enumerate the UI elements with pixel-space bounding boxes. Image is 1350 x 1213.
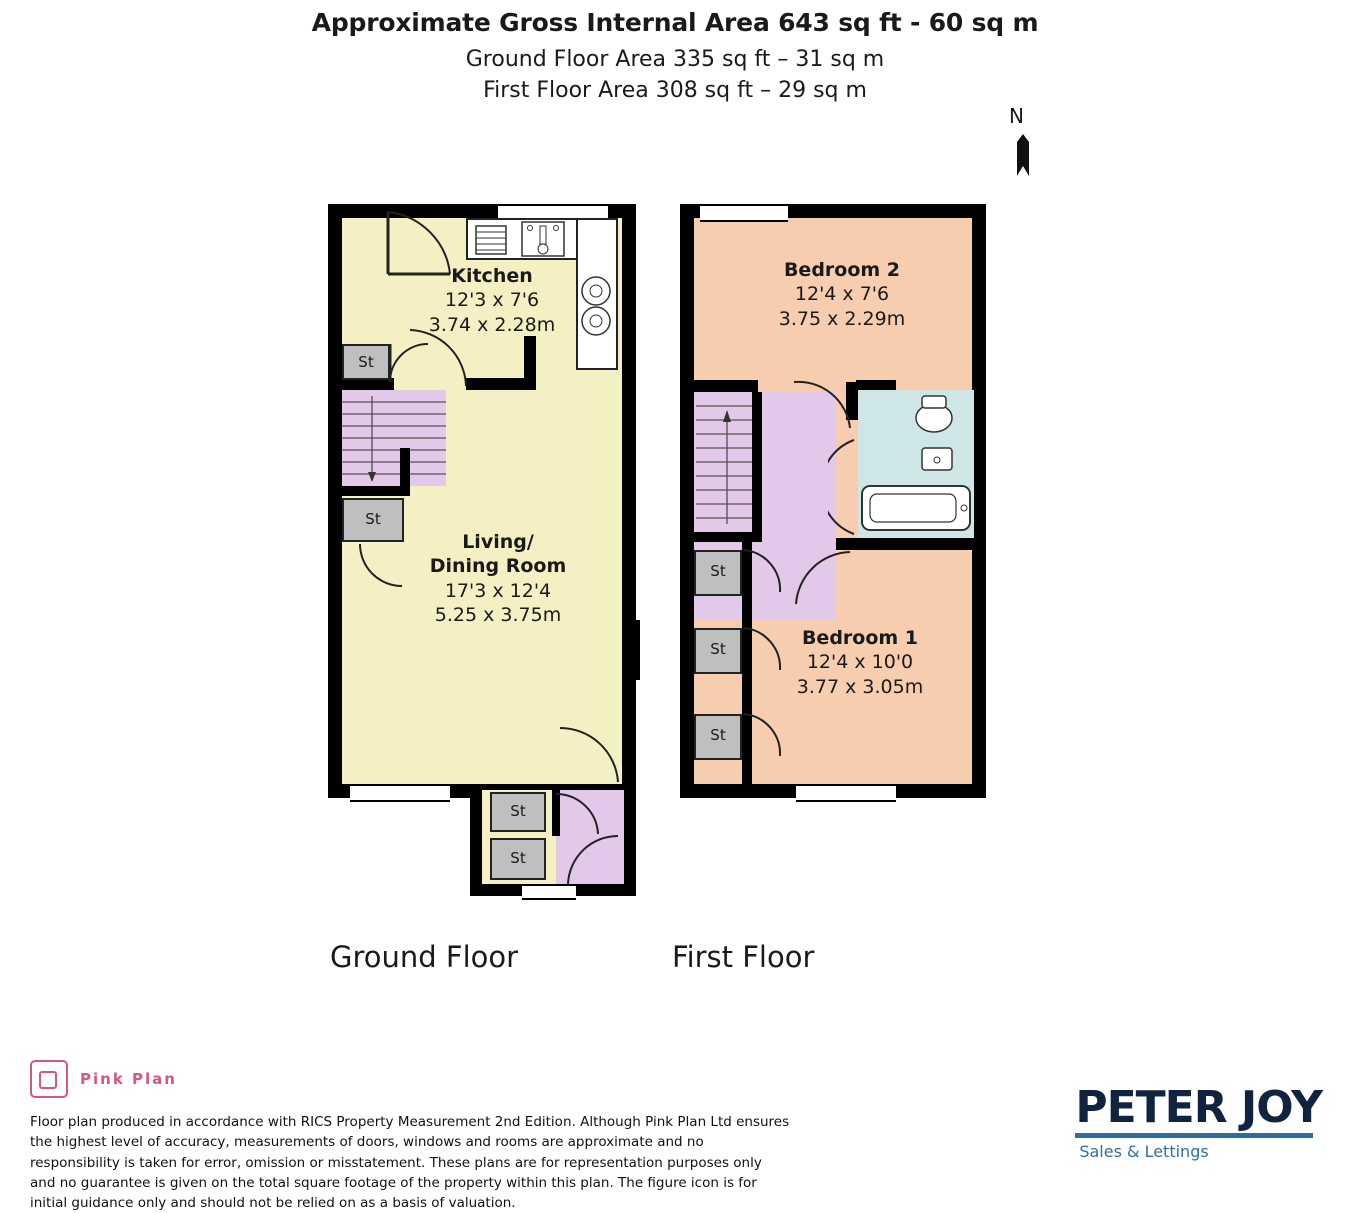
bedroom1-imperial: 12'4 x 10'0	[806, 651, 914, 674]
storage-first-3-label: St	[710, 726, 726, 744]
storage-ground-3-label: St	[510, 802, 526, 820]
first-floor-area: First Floor Area 308 sq ft – 29 sq m	[483, 78, 867, 103]
window-ground-right	[622, 620, 640, 680]
kitchen-name: Kitchen	[451, 265, 533, 287]
wall-first-left	[680, 204, 694, 798]
living-dining-label	[400, 530, 596, 627]
storage-first-2-label: St	[710, 640, 726, 658]
kitchen-imperial: 12'3 x 7'6	[444, 289, 540, 312]
agent-name: PETER JOY	[1075, 1082, 1322, 1133]
storage-ground-2-label: St	[365, 510, 381, 528]
agent-tagline: Sales & Lettings	[1079, 1142, 1209, 1161]
pink-plan-label: Pink Plan	[80, 1070, 177, 1088]
compass-north-label: N	[1009, 104, 1024, 128]
storage-ground-4-label: St	[510, 849, 526, 867]
agent-logo-bar	[1075, 1133, 1313, 1138]
bedroom2-metric: 3.75 x 2.29m	[778, 307, 906, 330]
page-title: Approximate Gross Internal Area 643 sq ft - 60 sq m	[311, 8, 1039, 37]
storage-first-1-label: St	[710, 562, 726, 580]
pink-plan-house-icon	[30, 1060, 68, 1098]
agent-logo	[1075, 1082, 1322, 1161]
kitchen-label	[402, 264, 582, 337]
door-storage-f1-icon	[740, 548, 784, 598]
window-ground-rear	[350, 784, 450, 802]
stairs-first-icon	[696, 392, 758, 538]
wall-stairs-first-right	[752, 392, 762, 540]
wall-ext-left	[470, 784, 482, 896]
living-name-1: Living/	[462, 531, 534, 553]
ground-floor-area: Ground Floor Area 335 sq ft – 31 sq m	[465, 47, 885, 72]
bedroom1-label	[760, 626, 960, 699]
stairs-ground-icon	[342, 390, 446, 486]
wall-stairs-ground-bottom	[342, 486, 410, 496]
door-bedroom2-icon	[790, 376, 880, 432]
first-floor-name: First Floor	[672, 940, 815, 974]
window-first-front	[700, 204, 788, 222]
living-name-2: Dining Room	[429, 555, 567, 578]
bedroom2-name: Bedroom 2	[783, 259, 901, 281]
pink-plan-logo	[30, 1060, 177, 1098]
living-imperial: 17'3 x 12'4	[444, 579, 552, 602]
wall-bed2-divider	[694, 380, 758, 392]
bedroom1-metric: 3.77 x 3.05m	[796, 675, 924, 698]
living-metric: 5.25 x 3.75m	[434, 603, 562, 626]
bedroom2-label	[742, 258, 942, 331]
window-first-rear	[796, 784, 896, 802]
storage-ground-1-label: St	[358, 353, 374, 371]
ground-floor-name: Ground Floor	[330, 940, 519, 974]
door-ext-bottom-icon	[556, 834, 626, 888]
door-bathroom-icon	[828, 438, 868, 538]
door-storage-g1-icon	[388, 342, 434, 388]
floorplan-canvas	[0, 8, 1350, 1179]
door-storage-f3-icon	[740, 712, 784, 762]
kitchen-metric: 3.74 x 2.28m	[428, 313, 556, 336]
wall-stairs-first-bottom	[694, 532, 762, 542]
disclaimer-text: Floor plan produced in accordance with RICS Property Measurement 2nd Edition. Although Pink Plan Ltd ensures the highest level of accuracy, measurements of doors, windows and rooms are approximate and no responsibility is taken for error, omission or misstatement. These plans are for representation purposes only and no guarantee is given on the total square footage of the property within this plan. The figure icon is for initial guidance only and should not be relied on as a basis of valuation.	[30, 1114, 790, 1211]
bedroom2-imperial: 12'4 x 7'6	[794, 283, 890, 306]
bedroom1-name: Bedroom 1	[801, 627, 919, 649]
door-ext-top-icon	[552, 790, 622, 840]
wall-ground-left	[328, 204, 342, 798]
door-living-rear-icon	[556, 724, 626, 788]
door-bedroom1-icon	[790, 548, 886, 610]
